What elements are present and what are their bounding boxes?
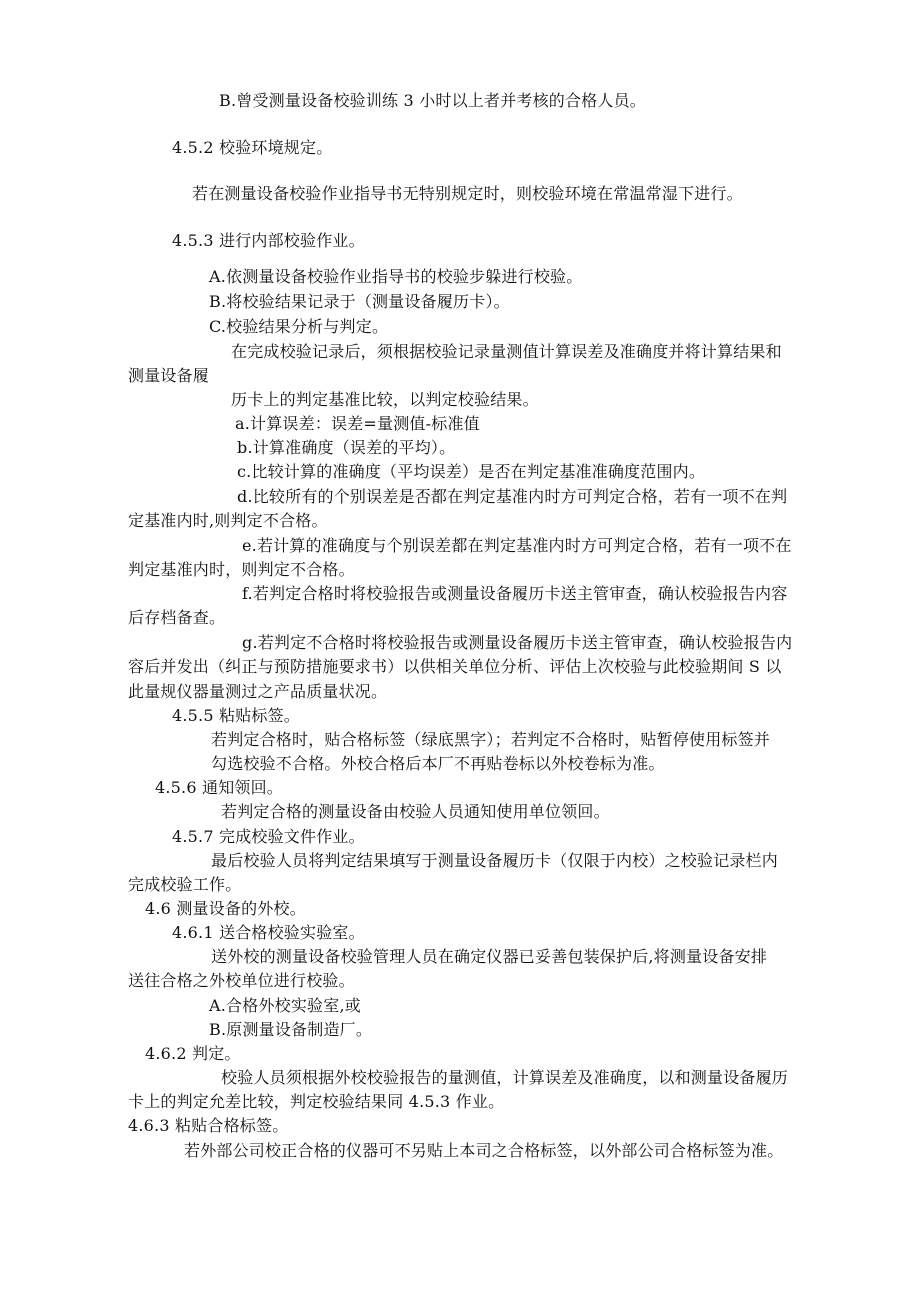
text-line: C.校验结果分析与判定。 — [209, 317, 389, 336]
section-heading: 4.5.7 完成校验文件作业。 — [172, 827, 365, 846]
section-heading: 4.5.2 校验环境规定。 — [172, 138, 333, 157]
text-line: 若外部公司校正合格的仪器可不另贴上本司之合格标签，以外部公司合格标签为准。 — [184, 1141, 784, 1160]
text-line: 若在测量设备校验作业指导书无特别规定时，则校验环境在常温常湿下进行。 — [192, 184, 743, 203]
section-heading: 4.5.6 通知领回。 — [155, 778, 283, 797]
text-line: B.将校验结果记录于（测量设备履历卡）。 — [209, 292, 510, 311]
section-heading: 4.6.2 判定。 — [145, 1044, 241, 1063]
text-line: 测量设备履 — [128, 366, 210, 385]
text-line: 在完成校验记录后，须根据校验记录量测值计算误差及准确度并将计算结果和 — [231, 342, 782, 361]
text-line: 送往合格之外校单位进行校验。 — [128, 971, 355, 990]
text-line: B.原测量设备制造厂。 — [209, 1020, 373, 1039]
text-line: 勾选校验不合格。外校合格后本厂不再贴卷标以外校卷标为准。 — [211, 754, 665, 773]
text-line: b.计算准确度（误差的平均）。 — [237, 438, 456, 457]
text-line: A.合格外校实验室,或 — [209, 996, 361, 1015]
text-line: 后存档备查。 — [128, 608, 226, 627]
text-line: B.曾受测量设备校验训练 3 小时以上者并考核的合格人员。 — [219, 91, 646, 110]
text-line: e.若计算的准确度与个别误差都在判定基准内时方可判定合格，若有一项不在 — [242, 536, 792, 555]
text-line: c.比较计算的准确度（平均误差）是否在判定基准准确度范围内。 — [237, 462, 706, 481]
text-line: 送外校的测量设备校验管理人员在确定仪器已妥善包装保护后,将测量设备安排 — [211, 947, 768, 966]
text-line: A.依测量设备校验作业指导书的校验步躲进行校验。 — [209, 267, 583, 286]
text-line: 卡上的判定允差比较，判定校验结果同 4.5.3 作业。 — [128, 1092, 505, 1111]
text-line: 判定基准内时，则判定不合格。 — [128, 560, 355, 579]
section-heading: 4.6.3 粘贴合格标签。 — [128, 1116, 289, 1135]
text-line: 若判定合格时，贴合格标签（绿底黑字）；若判定不合格时，贴暂停使用标签并 — [211, 730, 771, 749]
text-line: g.若判定不合格时将校验报告或测量设备履历卡送主管审查，确认校验报告内 — [242, 633, 793, 652]
text-line: 完成校验工作。 — [128, 875, 242, 894]
text-line: a.计算误差：误差=量测值-标准值 — [235, 414, 480, 433]
section-heading: 4.6.1 送合格校验实验室。 — [172, 923, 365, 942]
text-line: 若判定合格的测量设备由校验人员通知使用单位领回。 — [221, 802, 610, 821]
text-line: 容后并发出（纠正与预防措施要求书）以供相关单位分析、评估上次校验与此校验期间 S 以 — [128, 657, 782, 676]
text-line: 最后校验人员将判定结果填写于测量设备履历卡（仅限于内校）之校验记录栏内 — [211, 851, 779, 870]
text-line: 历卡上的判定基准比较，以判定校验结果。 — [231, 390, 539, 409]
section-heading: 4.5.5 粘贴标签。 — [172, 706, 300, 725]
text-line: d.比较所有的个别误差是否都在判定基准内时方可判定合格，若有一项不在判 — [237, 487, 788, 506]
section-heading: 4.6 测量设备的外校。 — [145, 899, 306, 918]
text-line: 校验人员须根据外校校验报告的量测值，计算误差及准确度，以和测量设备履历 — [221, 1068, 789, 1087]
text-line: 定基准内时,则判定不合格。 — [128, 511, 328, 530]
text-line: f.若判定合格时将校验报告或测量设备履历卡送主管审查，确认校验报告内容 — [242, 584, 788, 603]
text-line: 此量规仪器量测过之产品质量状况。 — [128, 682, 388, 701]
section-heading: 4.5.3 进行内部校验作业。 — [172, 231, 365, 250]
